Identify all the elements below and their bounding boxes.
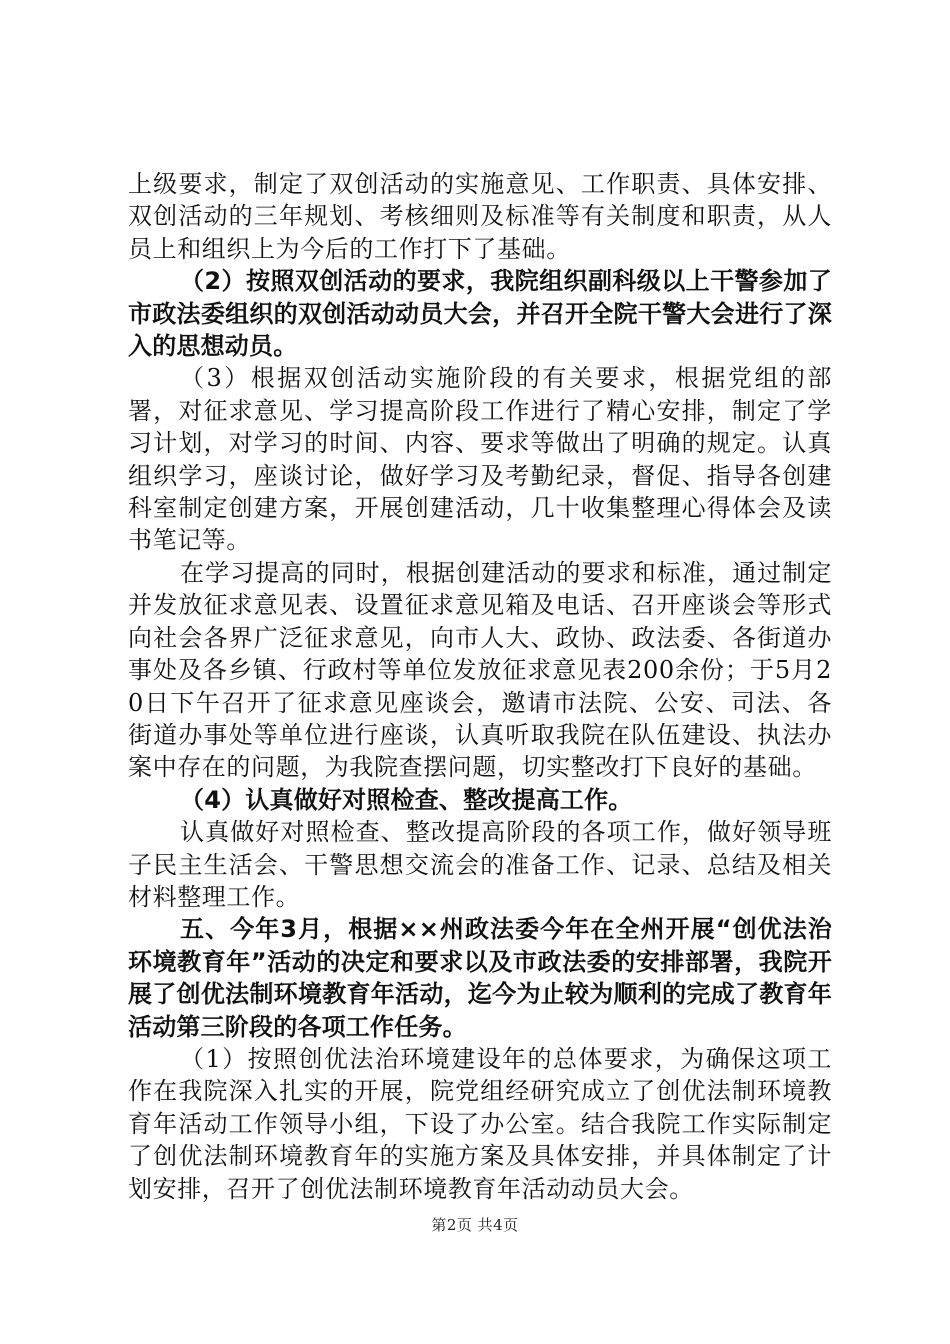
paragraph-3: （3）根据双创活动实施阶段的有关要求，根据党组的部署，对征求意见、学习提高阶段工作进行了精心安排，制定了学习计划，对学习的时间、内容、要求等做出了明确的规定。认真组织学习，座谈讨论，做好学习及考勤纪录，督促、指导各创建科室制定创建方案，开展创建活动，几十收集整理心得体会及读书笔记等。 bbox=[128, 364, 832, 555]
paragraph-5: （4）认真做好对照检查、整改提高工作。 bbox=[180, 785, 633, 814]
page-footer: 第2页 共4页 bbox=[431, 1216, 519, 1234]
paragraph-6: 认真做好对照检查、整改提高阶段的各项工作，做好领导班子民主生活会、干警思想交流会的准备工作、记录、总结及相关材料整理工作。 bbox=[128, 818, 832, 911]
paragraph-2: （2）按照双创活动的要求，我院组织副科级以上干警参加了市政法委组织的双创活动动员大会，并召开全院干警大会进行了深入的思想动员。 bbox=[128, 267, 832, 361]
paragraph-4: 在学习提高的同时，根据创建活动的要求和标准，通过制定并发放征求意见表、设置征求意见箱及电话、召开座谈会等形式向社会各界广泛征求意见，向市人大、政协、政法委、各街道办事处及各乡镇、行政村等单位发放征求意见表200余份；于5月20日下午召开了征求意见座谈会，邀请市法院、公安、司法、各街道办事处等单位进行座谈，认真听取我院在队伍建设、执法办案中存在的问题，为我院查摆问题，切实整改打下良好的基础。 bbox=[128, 558, 832, 782]
body-text bbox=[128, 168, 832, 1205]
paragraph-7: 五、今年3月，根据××州政法委今年在全州开展“创优法治环境教育年”活动的决定和要求以及市政法委的安排部署，我院开展了创优法制环境教育年活动，迄今为止较为顺利的完成了教育年活动第三阶段的各项工作任务。 bbox=[128, 915, 832, 1041]
paragraph-1: 上级要求，制定了双创活动的实施意见、工作职责、具体安排、双创活动的三年规划、考核细则及标准等有关制度和职责，从人员上和组织上为今后的工作打下了基础。 bbox=[128, 170, 832, 263]
paragraph-8: （1）按照创优法治环境建设年的总体要求，为确保这项工作在我院深入扎实的开展，院党组经研究成立了创优法制环境教育年活动工作领导小组，下设了办公室。结合我院工作实际制定了创优法制环境教育年的实施方案及具体安排，并具体制定了计划安排，召开了创优法制环境教育年活动动员大会。 bbox=[128, 1044, 832, 1203]
